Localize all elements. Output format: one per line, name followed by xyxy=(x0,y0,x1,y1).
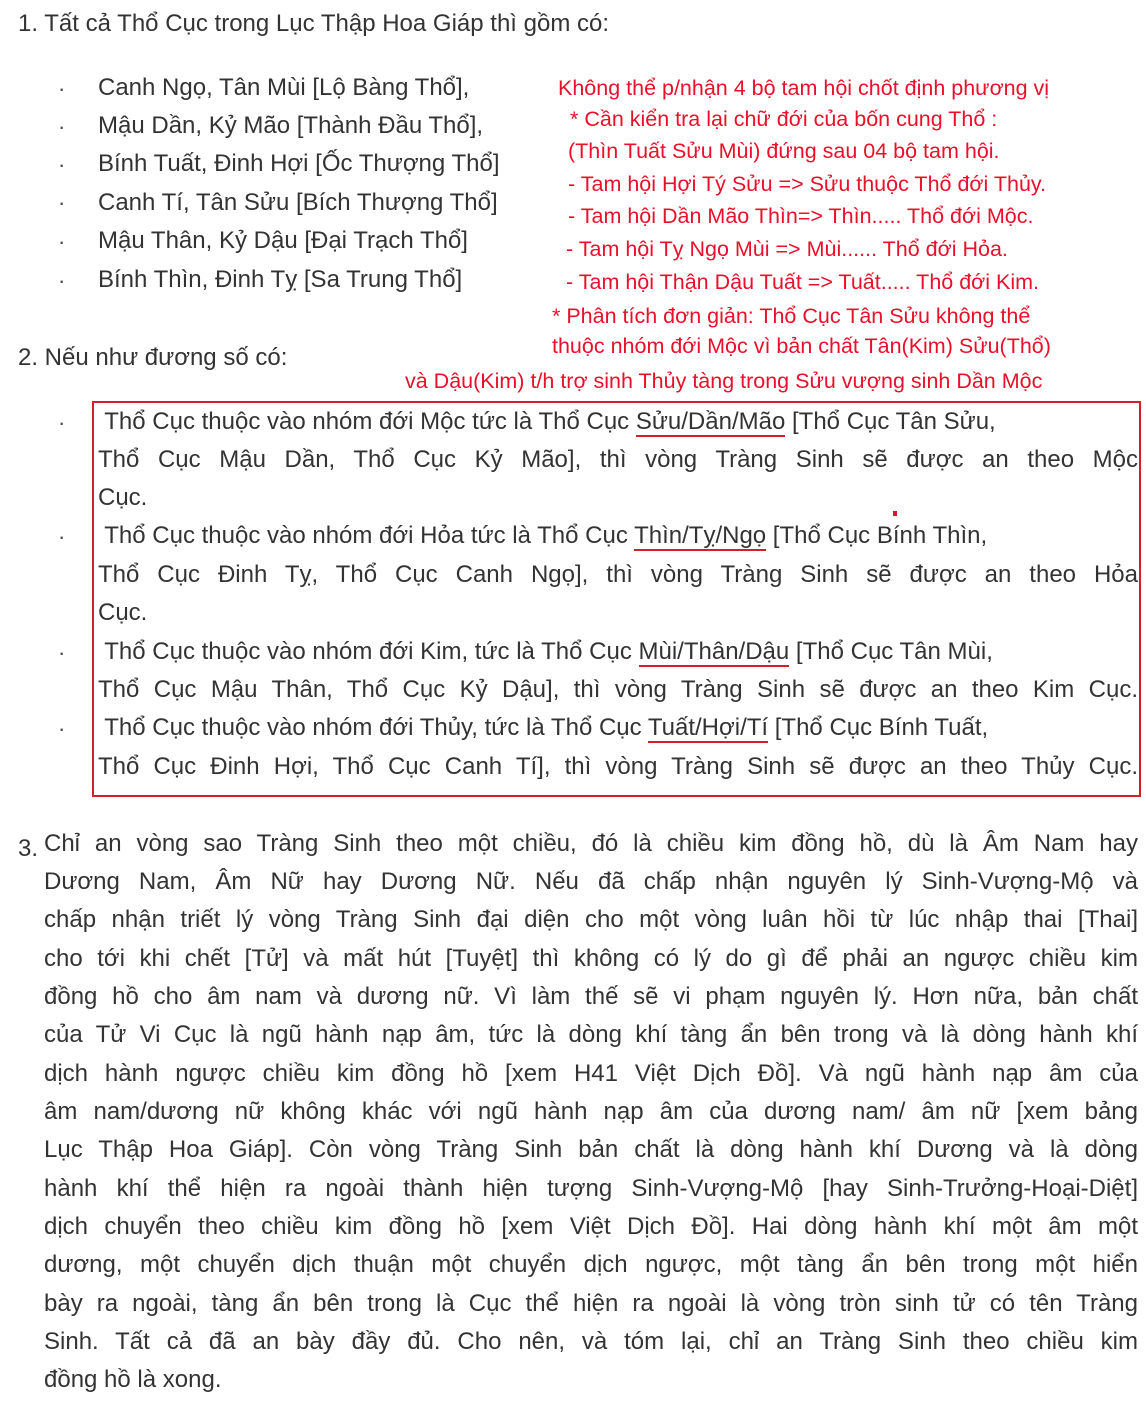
paragraph-line: đồng hồ cho âm nam và dương nữ. Vì làm thế sẽ vi phạm nguyên lý. Hơn nữa, bản chất xyxy=(44,983,1138,1010)
list-item-line: Thổ Cục Đinh Tỵ, Thổ Cục Canh Ngọ], thì vòng Tràng Sinh sẽ được an theo Hỏa xyxy=(98,561,1138,588)
bullet: · xyxy=(58,152,66,177)
paragraph-line: đồng hồ là xong. xyxy=(44,1366,222,1393)
list-item-line: Cục. xyxy=(98,599,148,626)
item-text: [Thổ Cục Tân Sửu, xyxy=(785,408,996,435)
list-item-line xyxy=(98,633,1138,671)
bullet: · xyxy=(58,229,66,254)
item-text: Thổ Cục thuộc vào nhóm đới Hỏa tức là Thổ Cục xyxy=(98,522,635,549)
paragraph-line: chấp nhận triết lý vòng Tràng Sinh đại diện cho một vòng luân hồi từ lúc nhập thai [Thai] xyxy=(44,906,1138,933)
bullet: · xyxy=(58,268,66,293)
bullet: · xyxy=(58,716,66,741)
annotation-line: - Tam hội Tỵ Ngọ Mùi => Mùi...... Thổ đới Hỏa. xyxy=(566,237,1008,261)
annotation-line: * Cần kiển tra lại chữ đới của bốn cung Thổ : xyxy=(570,107,998,131)
paragraph-line: âm nam/dương nữ không khác với ngũ hành nạp âm của dương nam/ âm nữ [xem bảng xyxy=(44,1098,1138,1125)
list-item: Canh Ngọ, Tân Mùi [Lộ Bàng Thổ], xyxy=(98,74,470,101)
annotation-line: - Tam hội Hợi Tý Sửu => Sửu thuộc Thổ đới Thủy. xyxy=(568,172,1047,196)
item-text: Thổ Cục thuộc vào nhóm đới Kim, tức là Thổ Cục xyxy=(98,638,639,665)
bullet: · xyxy=(58,190,66,215)
list-item-line: Thổ Cục Đinh Hợi, Thổ Cục Canh Tí], thì vòng Tràng Sinh sẽ được an theo Thủy Cục. xyxy=(98,753,1138,780)
list-item: Mậu Dần, Kỷ Mão [Thành Đầu Thổ], xyxy=(98,112,484,139)
underlined-term: Mùi/Thân/Dậu xyxy=(638,638,790,665)
bullet: · xyxy=(58,114,66,139)
list-item-line xyxy=(98,403,1138,441)
list-item: Bính Tuất, Đinh Hợi [Ốc Thượng Thổ] xyxy=(98,150,500,177)
paragraph-line: của Tử Vi Cục là ngũ hành nạp âm, tức là dòng khí tàng ẩn bên trong và là dòng hành khí xyxy=(44,1021,1138,1048)
list-item-line xyxy=(98,709,1138,747)
item-text: [Thổ Cục Bính Tuất, xyxy=(768,714,989,741)
annotation-line: thuộc nhóm đới Mộc vì bản chất Tân(Kim) Sửu(Thổ) xyxy=(552,334,1051,358)
bullet: · xyxy=(58,76,66,101)
annotation-line: * Phân tích đơn giản: Thổ Cục Tân Sửu không thể xyxy=(552,304,1031,328)
paragraph-line: bày ra ngoài, tàng ẩn bên trong là Cục thể hiện ra ngoài là vòng tròn sinh tử có tên Tràng xyxy=(44,1290,1138,1317)
paragraph-line: hành khí thể hiện ra ngoài thành hiện tượng Sinh-Vượng-Mộ [hay Sinh-Trưởng-Hoại-Diệt] xyxy=(44,1175,1138,1202)
item-text: Thổ Cục thuộc vào nhóm đới Thủy, tức là Thổ Cục xyxy=(98,714,648,741)
list-item: Bính Thìn, Đinh Tỵ [Sa Trung Thổ] xyxy=(98,266,463,293)
annotation-line: (Thìn Tuất Sửu Mùi) đứng sau 04 bộ tam hội. xyxy=(568,139,1000,163)
bullet: · xyxy=(58,640,66,665)
underlined-term: Sửu/Dần/Mão xyxy=(635,408,786,435)
item-text: Thổ Cục thuộc vào nhóm đới Mộc tức là Thổ Cục xyxy=(98,408,636,435)
paragraph-line: cho tới khi chết [Tử] và mất hút [Tuyệt] thì không có lý do gì để phải an ngược chiều kim xyxy=(44,945,1138,972)
item-text: [Thổ Cục Tân Mùi, xyxy=(789,638,993,665)
list-item-line xyxy=(98,517,1138,555)
paragraph-line: Dương Nam, Âm Nữ hay Dương Nữ. Nếu đã chấp nhận nguyên lý Sinh-Vượng-Mộ và xyxy=(44,868,1138,895)
bullet: · xyxy=(58,524,66,549)
item-text: [Thổ Cục Bính Thìn, xyxy=(766,522,988,549)
paragraph-line: dịch hành ngược chiều kim đồng hồ [xem H41 Việt Dịch Đồ]. Và ngũ hành nạp âm của xyxy=(44,1060,1138,1087)
paragraph-line: Lục Thập Hoa Giáp]. Còn vòng Tràng Sinh bản chất là dòng hành khí Dương và là dòng xyxy=(44,1136,1138,1163)
paragraph-line: Sinh. Tất cả đã an bày đầy đủ. Cho nên, và tóm lại, chỉ an Tràng Sinh theo chiều kim xyxy=(44,1328,1138,1355)
red-mark xyxy=(893,511,897,516)
section-2-title: 2. Nếu như đương số có: xyxy=(18,344,288,371)
list-item: Canh Tí, Tân Sửu [Bích Thượng Thổ] xyxy=(98,189,498,216)
annotation-line: và Dậu(Kim) t/h trợ sinh Thủy tàng trong Sửu vượng sinh Dần Mộc xyxy=(405,369,1043,393)
annotation-line: - Tam hội Dần Mão Thìn=> Thìn..... Thổ đới Mộc. xyxy=(568,204,1034,228)
underlined-term: Thìn/Tỵ/Ngọ xyxy=(634,522,767,549)
section-3-number: 3. xyxy=(18,835,39,862)
underlined-term: Tuất/Hợi/Tí xyxy=(647,714,769,741)
annotation-line: Không thể p/nhận 4 bộ tam hội chốt định phương vị xyxy=(558,76,1050,100)
paragraph-line: dương, một chuyển dịch thuận một chuyển dịch ngược, một tàng ẩn bên trong một hiển xyxy=(44,1251,1138,1278)
annotation-line: - Tam hội Thận Dậu Tuất => Tuất..... Thổ đới Kim. xyxy=(566,270,1040,294)
section-1-title: 1. Tất cả Thổ Cục trong Lục Thập Hoa Giáp thì gồm có: xyxy=(18,10,609,37)
list-item-line: Thổ Cục Mậu Dần, Thổ Cục Kỷ Mão], thì vòng Tràng Sinh sẽ được an theo Mộc xyxy=(98,446,1138,473)
paragraph-line: Chỉ an vòng sao Tràng Sinh theo một chiều, đó là chiều kim đồng hồ, dù là Âm Nam hay xyxy=(44,830,1138,857)
paragraph-line: dịch chuyển theo chiều kim đồng hồ [xem Việt Dịch Đồ]. Hai dòng hành khí một âm một xyxy=(44,1213,1138,1240)
list-item: Mậu Thân, Kỷ Dậu [Đại Trạch Thổ] xyxy=(98,227,468,254)
list-item-line: Cục. xyxy=(98,484,148,511)
list-item-line: Thổ Cục Mậu Thân, Thổ Cục Kỷ Dậu], thì vòng Tràng Sinh sẽ được an theo Kim Cục. xyxy=(98,676,1138,703)
bullet: · xyxy=(58,410,66,435)
